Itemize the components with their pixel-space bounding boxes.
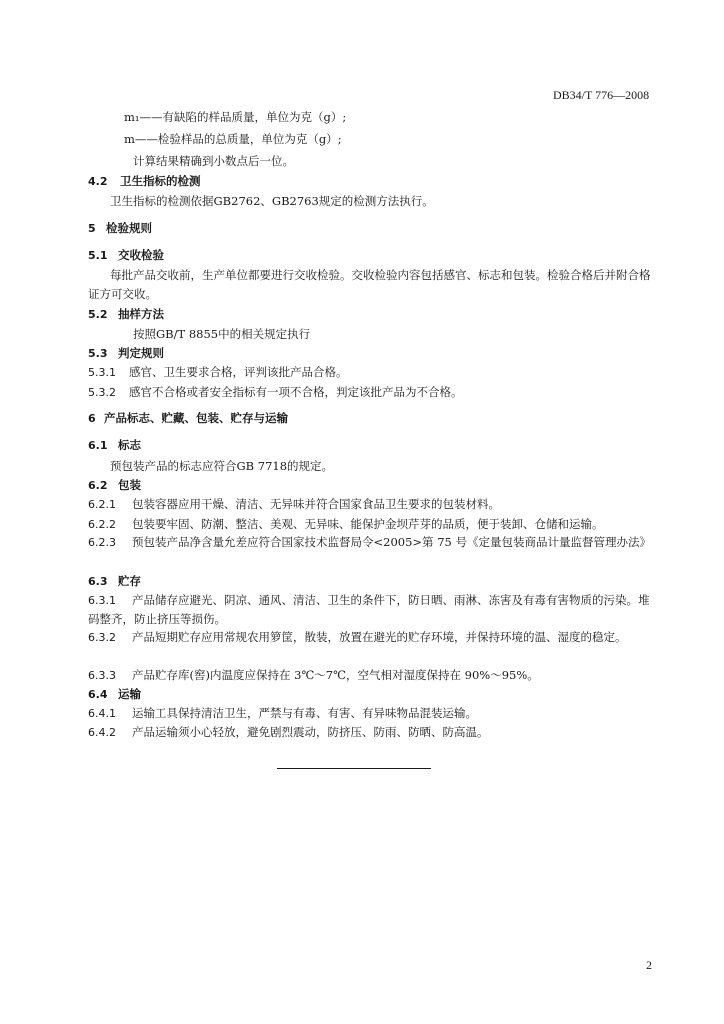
clause-text: 产品短期贮存应用常规农用箩筐，散装，放置在避光的贮存环境，并保持环境的温、湿度的稳定。 (132, 630, 627, 644)
section-number: 6.1 (88, 439, 108, 452)
clause-6-3-1 (88, 591, 657, 629)
section-6-heading (88, 410, 288, 426)
clause-number: 6.3.3 (88, 669, 116, 682)
clause-text: 包装要牢固、防潮、整洁、美观、无异味、能保护金坝芹芽的品质，便于装卸、仓储和运输。 (132, 517, 604, 531)
clause-6-3-2 (88, 628, 657, 647)
clause-text: 感官、卫生要求合格，评判该批产品合格。 (129, 365, 348, 379)
clause-text: 包装容器应用干燥、清洁、无异味并符合国家食品卫生要求的包装材料。 (132, 497, 500, 511)
clause-number: 6.2.2 (88, 518, 116, 531)
clause-6-2-2 (88, 515, 604, 534)
section-title: 标志 (118, 438, 141, 452)
section-5-heading (88, 220, 152, 236)
clause-number: 6.4.1 (88, 707, 116, 720)
page-number: 2 (646, 958, 652, 972)
section-number: 6.2 (88, 479, 108, 492)
calculation-precision-note: 计算结果精确到小数点后一位。 (133, 154, 294, 168)
section-5-1-text: 每批产品交收前，生产单位都要进行交收检验。交收检验内容包括感官、标志和包装。检验合格后并附合格证方可交收。 (88, 268, 651, 301)
section-6-4-heading (88, 686, 141, 702)
clause-6-2-3 (88, 533, 657, 552)
section-number: 5.2 (88, 308, 108, 321)
formula-m1-definition: m₁——有缺陷的样品质量，单位为克（g）; (124, 110, 347, 124)
section-6-1-text: 预包装产品的标志应符合GB 7718的规定。 (110, 459, 334, 473)
clause-text: 产品储存应避光、阴凉、通风、清洁、卫生的条件下，防日晒、雨淋、冻害及有毒有害物质的污染。堆码整齐，防止挤压等损伤。 (88, 593, 650, 626)
section-title: 抽样方法 (118, 307, 164, 321)
section-5-2-text: 按照GB/T 8855中的相关规定执行 (133, 327, 311, 341)
clause-number: 6.3.2 (88, 631, 116, 644)
section-title: 判定规则 (118, 346, 164, 360)
clause-6-3-3 (88, 666, 539, 685)
section-number: 5.3 (88, 347, 108, 360)
clause-number: 5.3.1 (88, 366, 116, 379)
clause-5-3-2 (88, 383, 463, 402)
clause-6-4-2 (88, 723, 489, 742)
clause-number: 6.2.1 (88, 498, 116, 511)
formula-m-definition: m——检验样品的总质量，单位为克（g）; (124, 132, 342, 146)
clause-text: 运输工具保持清洁卫生，严禁与有毒、有害、有异味物品混装运输。 (132, 706, 477, 720)
clause-text: 产品贮存库(窖)内温度应保持在 3℃～7℃，空气相对湿度保持在 90%～95%。 (132, 668, 539, 682)
clause-6-4-1 (88, 704, 477, 723)
section-number: 5.1 (88, 249, 108, 262)
section-title: 包装 (118, 478, 141, 492)
section-6-2-heading (88, 477, 141, 493)
section-5-1-heading (88, 247, 164, 263)
section-title: 卫生指标的检测 (120, 174, 201, 188)
document-code: DB34/T 776—2008 (553, 88, 650, 102)
section-title: 贮存 (118, 574, 141, 588)
section-4-2-heading (88, 173, 201, 189)
section-number: 6.3 (88, 575, 108, 588)
section-6-1-heading (88, 437, 141, 453)
section-title: 运输 (118, 687, 141, 701)
clause-number: 6.3.1 (88, 594, 116, 607)
section-title: 交收检验 (118, 248, 164, 262)
clause-text: 产品运输须小心轻放，避免剧烈震动，防挤压、防雨、防晒、防高温。 (132, 725, 489, 739)
clause-5-3-1 (88, 363, 348, 382)
clause-number: 6.4.2 (88, 726, 116, 739)
section-number: 4.2 (88, 175, 108, 188)
clause-6-2-1 (88, 495, 500, 514)
section-number: 6 (88, 412, 96, 425)
section-title: 产品标志、贮藏、包装、贮存与运输 (104, 411, 288, 425)
clause-number: 5.3.2 (88, 386, 116, 399)
end-of-document-rule (277, 768, 431, 769)
section-6-3-heading (88, 573, 141, 589)
section-number: 6.4 (88, 688, 108, 701)
clause-text: 预包装产品净含量允差应符合国家技术监督局令<2005>第 75 号《定量包装商品计量监督管理办法》 (132, 535, 651, 549)
clause-number: 6.2.3 (88, 536, 116, 549)
section-5-2-heading (88, 306, 164, 322)
section-title: 检验规则 (106, 221, 152, 235)
section-4-2-text: 卫生指标的检测依据GB2762、GB2763规定的检测方法执行。 (110, 194, 434, 208)
clause-text: 感官不合格或者安全指标有一项不合格，判定该批产品为不合格。 (129, 385, 463, 399)
section-number: 5 (88, 222, 96, 235)
section-5-3-heading (88, 345, 164, 361)
